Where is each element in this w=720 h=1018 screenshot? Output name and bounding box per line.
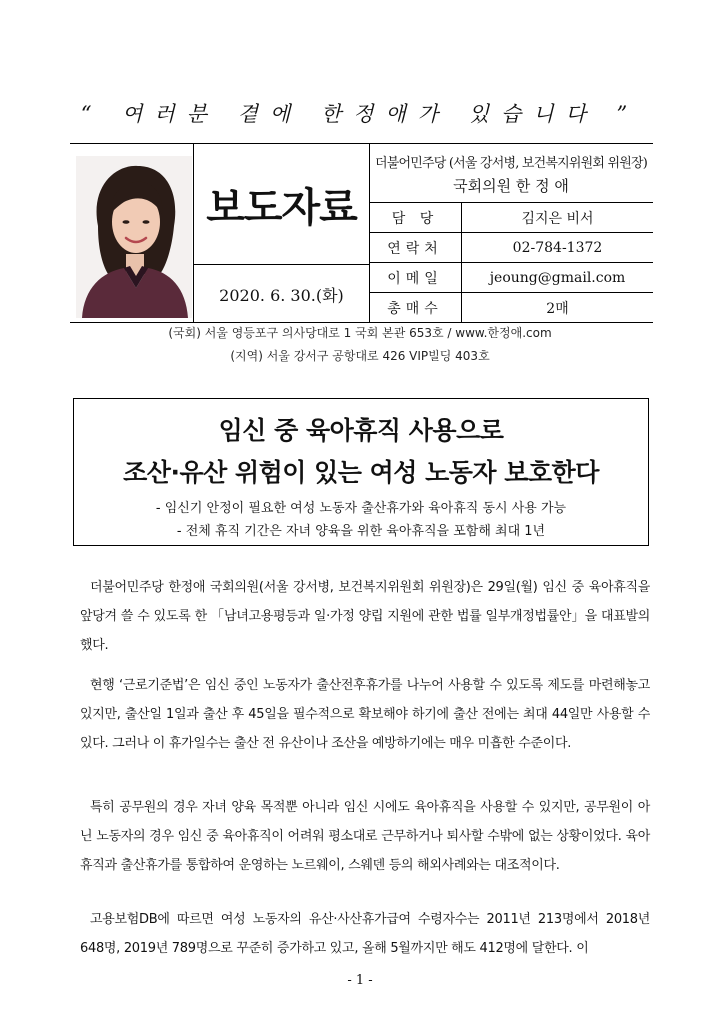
party-line: 더불어민주당 (서울 강서병, 보건복지위원회 위원장) [374, 156, 648, 171]
contact-label: 이메일 [369, 263, 462, 293]
contact-email[interactable]: jeoung@gmail.com [462, 263, 654, 293]
member-name: 국회의원 한 정 애 [453, 177, 569, 195]
member-photo [76, 156, 192, 318]
release-date: 2020. 6. 30.(화) [193, 264, 370, 323]
press-header [70, 143, 653, 323]
contact-row [369, 203, 653, 233]
assembly-address: (국회) 서울 영등포구 의사당대로 1 국회 본관 653호 / www.한정애.com [168, 326, 552, 340]
subheadline-1: - 임신기 안정이 필요한 여성 노동자 출산휴가와 육아휴직 동시 사용 가능 [155, 501, 567, 516]
body-paragraph-1: 더불어민주당 한정애 국회의원(서울 강서병, 보건복지위원회 위원장)은 29일(월) 임신 중 육아휴직을 앞당겨 쓸 수 있도록 한 「남녀고용평등과 일·가정 양립 지원에 관한 법률 일부개정법률안」을 대표발의 했다. [80, 580, 650, 653]
subheadline-2: - 전체 휴직 기간은 자녀 양육을 위한 육아휴직을 포함해 최대 1년 [176, 524, 546, 539]
contact-label: 총매수 [369, 293, 462, 323]
body-paragraph-4: 고용보험DB에 따르면 여성 노동자의 유산·사산휴가급여 수령자수는 2011년 213명에서 2018년 648명, 2019년 789명으로 꾸준히 증가하고 있고, 올해 5월까지만 해도 412명에 달한다. 이 [80, 912, 650, 956]
body-paragraph-3: 특히 공무원의 경우 자녀 양육 목적뿐 아니라 임신 시에도 육아휴직을 사용할 수 있지만, 공무원이 아닌 노동자의 경우 임신 중 육아휴직이 어려워 평소대로 근무하거나 퇴사할 수밖에 없는 상황이었다. 육아휴직과 출산휴가를 통합하여 운영하는 노르웨이, 스웨덴 등의 해외사례와는 대조적이다. [80, 800, 650, 873]
contact-value: 02-784-1372 [462, 233, 654, 263]
contact-value: 2매 [546, 300, 569, 317]
headline-line-1: 임신 중 육아휴직 사용으로 [218, 416, 504, 445]
contact-label: 담 당 [369, 203, 462, 233]
body-paragraph-2: 현행 ‘근로기준법’은 임신 중인 노동자가 출산전후휴가를 나누어 사용할 수 있도록 제도를 마련해놓고 있지만, 출산일 1일과 출산 후 45일을 필수적으로 확보해야 하기에 출산 전에는 최대 44일만 사용할 수 있다. 그러나 이 휴가일수는 출산 전 유산이나 조산을 예방하기에는 매우 미흡한 수준이다. [80, 678, 650, 751]
contact-value: 김지은 비서 [462, 203, 654, 233]
contact-label: 연락처 [369, 233, 462, 263]
local-address: (지역) 서울 강서구 공항대로 426 VIP빌딩 403호 [230, 349, 490, 363]
contact-row [369, 233, 653, 263]
headline-line-2: 조산·유산 위험이 있는 여성 노동자 보호한다 [123, 458, 599, 487]
member-info [369, 144, 653, 203]
contact-row [369, 263, 653, 293]
page-number: - 1 - [347, 973, 373, 988]
headline-box [73, 398, 649, 546]
contact-row [369, 293, 653, 323]
press-release-title: 보도자료 [193, 144, 370, 264]
contact-table [369, 203, 653, 322]
slogan: “ 여러분 곁에 한정애가 있습니다 ” [80, 102, 640, 126]
